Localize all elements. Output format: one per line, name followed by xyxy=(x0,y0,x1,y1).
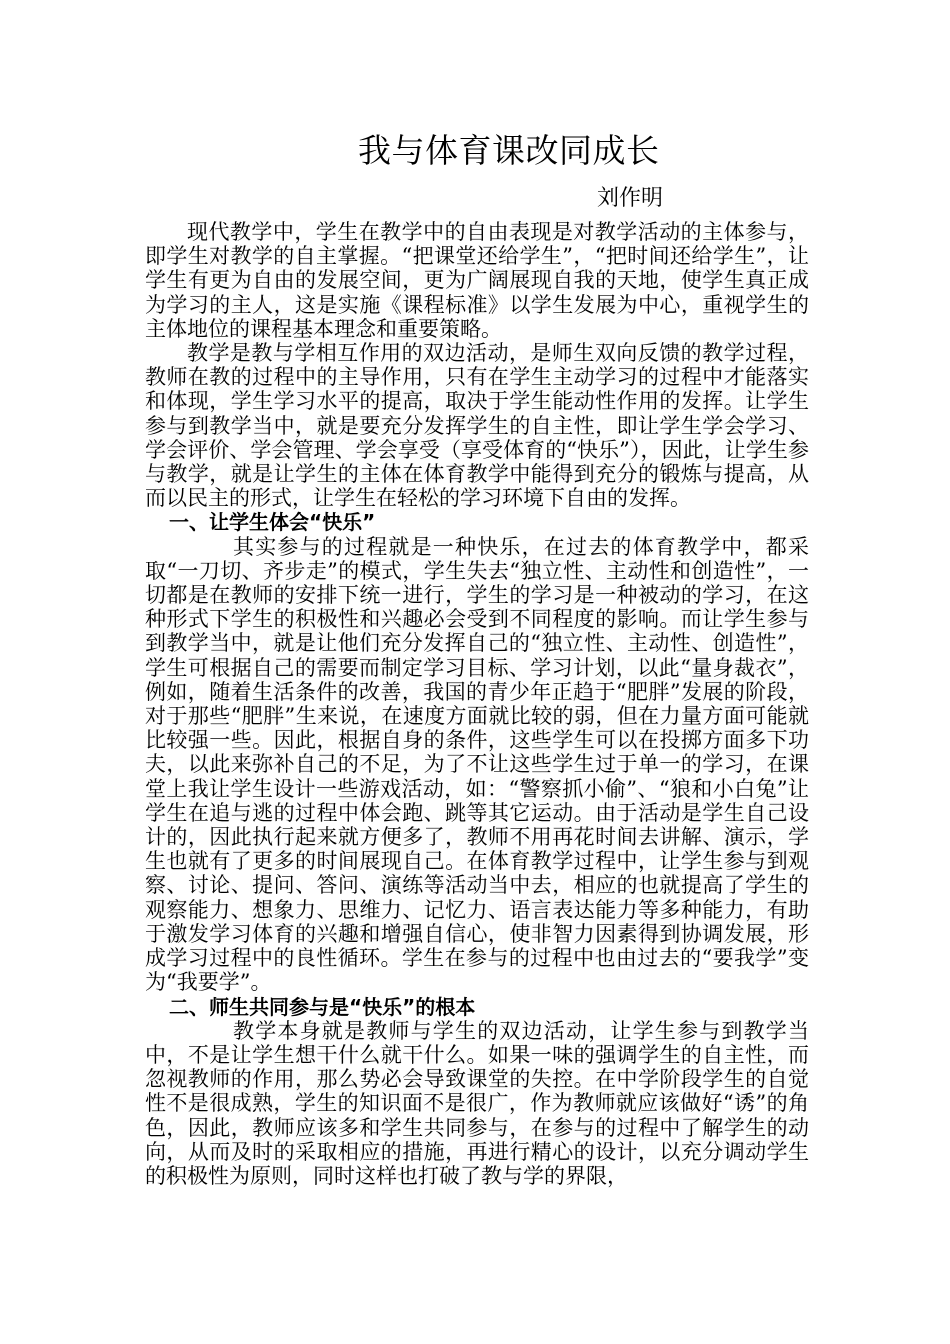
document-title: 我与体育课改同成长 xyxy=(358,131,660,170)
section-heading-2: 二、师生共同参与是“快乐”的根本 xyxy=(169,994,476,1019)
paragraph-intro: 现代教学中，学生在教学中的自由表现是对教学活动的主体参与，即学生对教学的自主掌握。“把课堂还给学生”，“把时间还给学生”，让学生有更为自由的发展空间，更为广阔展现自我的天地，使学生真正成为学习的主人，这是实施《课程标准》以学生发展为中心，重视学生的主体地位的课程基本理念和重要策略。 xyxy=(145,220,809,341)
paragraph-teaching: 教学是教与学相互作用的双边活动，是师生双向反馈的教学过程，教师在教的过程中的主导作用，只有在学生主动学习的过程中才能落实和体现，学生学习水平的提高，取决于学生能动性作用的发挥。让学生参与到教学当中，就是要充分发挥学生的自主性，即让学生学会学习、学会评价、学会管理、学会享受（享受体育的“快乐”），因此，让学生参与教学，就是让学生的主体在体育教学中能得到充分的锻炼与提高，从而以民主的形式，让学生在轻松的学习环境下自由的发挥。 xyxy=(145,341,809,511)
section-heading-1: 一、让学生体会“快乐” xyxy=(169,510,376,535)
paragraph-section-1: 其实参与的过程就是一种快乐，在过去的体育教学中，都采取“一刀切、齐步走”的模式，学生失去“独立性、主动性和创造性”，一切都是在教师的安排下统一进行，学生的学习是一种被动的学习，在这种形式下学生的积极性和兴趣必会受到不同程度的影响。而让学生参与到教学当中，就是让他们充分发挥自己的“独立性、主动性、创造性”，学生可根据自己的需要而制定学习目标、学习计划，以此“量身裁衣”，例如，随着生活条件的改善，我国的青少年正趋于“肥胖”发展的阶段，对于那些“肥胖”生来说，在速度方面就比较的弱，但在力量方面可能就比较强一些。因此，根据自身的条件，这些学生可以在投掷方面多下功夫，以此来弥补自己的不足，为了不让这些学生过于单一的学习，在课堂上我让学生设计一些游戏活动，如：“警察抓小偷”、“狼和小白兔”让学生在追与逃的过程中体会跑、跳等其它运动。由于活动是学生自己设计的，因此执行起来就方便多了，教师不用再花时间去讲解、演示，学生也就有了更多的时间展现自己。在体育教学过程中，让学生参与到观察、讨论、提问、答问、演练等活动当中去，相应的也就提高了学生的观察能力、想象力、思维力、记忆力、语言表达能力等多种能力，有助于激发学习体育的兴趣和增强自信心，使非智力因素得到协调发展，形成学习过程中的良性循环。学生在参与的过程中也由过去的“要我学”变为“我要学”。 xyxy=(145,534,809,995)
document-page xyxy=(145,128,809,1188)
author-name: 刘作明 xyxy=(597,186,664,211)
paragraph-section-2: 教学本身就是教师与学生的双边活动，让学生参与到教学当中，不是让学生想干什么就干什么。如果一味的强调学生的自主性，而忽视教师的作用，那么势必会导致课堂的失控。在中学阶段学生的自觉性不是很成熟，学生的知识面不是很广，作为教师就应该做好“诱”的角色，因此，教师应该多和学生共同参与，在参与的过程中了解学生的动向，从而及时的采取相应的措施，再进行精心的设计，以充分调动学生的积极性为原则，同时这样也打破了教与学的界限， xyxy=(145,1018,809,1188)
